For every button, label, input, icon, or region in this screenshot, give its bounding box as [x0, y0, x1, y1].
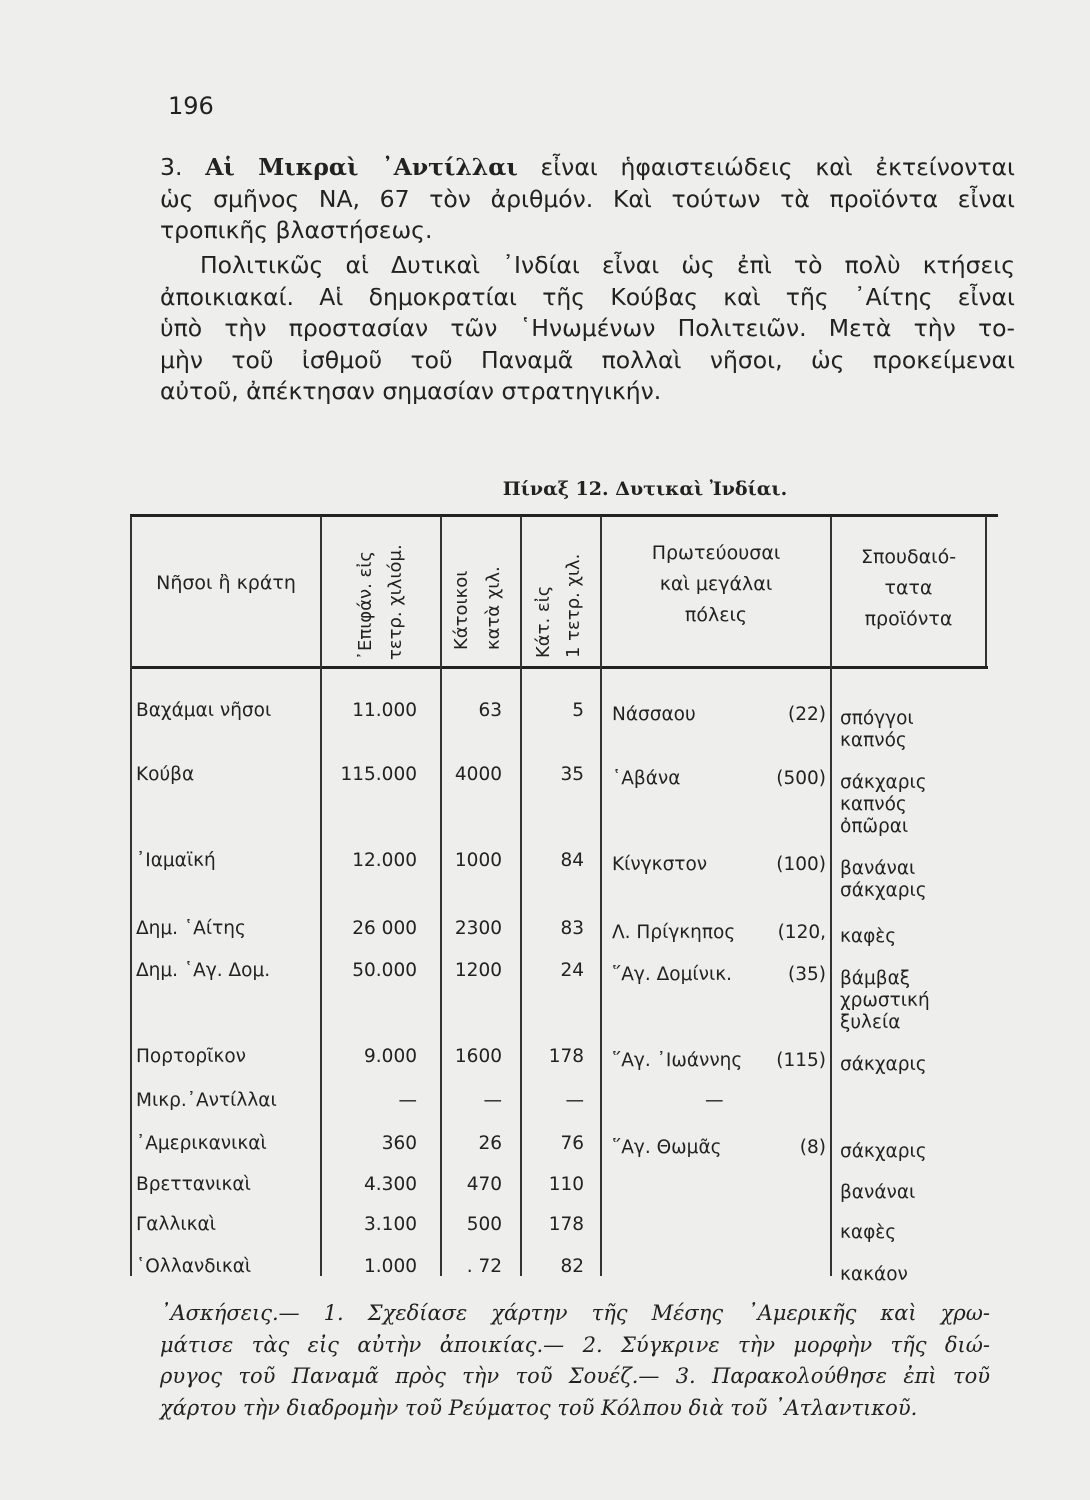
bold-term: Αἱ Μικραὶ ᾿Αντίλλαι: [205, 153, 518, 181]
cell-area: 11.000: [352, 700, 417, 721]
cell-area: 12.000: [352, 850, 417, 871]
cell-name: ᾿Αμερικανικαὶ: [136, 1133, 267, 1154]
header-line: καὶ μεγάλαι: [659, 573, 773, 595]
column-divider: [985, 516, 987, 666]
cell-area: 360: [381, 1133, 417, 1154]
cell-city-population: (120,: [777, 922, 826, 943]
paragraph-line: ὑπὸ τὴν προστασίαν τῶν ῾Ηνωμένων Πολιτειῶν. Μετὰ τὴν το-: [160, 314, 1015, 342]
cell-density: 178: [548, 1046, 584, 1067]
section-number: 3.: [160, 153, 183, 181]
cell-population: 2300: [454, 918, 502, 939]
cell-city: ῾Αβάνα: [612, 768, 681, 789]
exercise-line: ᾿Ασκήσεις.— 1. Σχεδίασε χάρτην τῆς Μέσης ᾿Αμερικῆς καὶ χρω-: [160, 1301, 990, 1325]
cell-population: —: [483, 1090, 502, 1111]
cell-name: Δημ. ῾Αίτης: [136, 918, 246, 939]
cell-area: 9.000: [364, 1046, 417, 1067]
cell-product: σάκχαρις: [840, 880, 927, 901]
header-capitals: [602, 538, 830, 631]
cell-product: καφὲς: [840, 926, 897, 947]
cell-name: Δημ. ῾Αγ. Δομ.: [136, 960, 271, 981]
cell-city: ῞Αγ. Δομίνικ.: [612, 964, 732, 985]
cell-product: κακάον: [840, 1264, 908, 1285]
cell-product: σάκχαρις: [840, 1141, 927, 1162]
paragraph-line: τροπικῆς βλαστήσεως.: [160, 216, 433, 244]
cell-city-population: (500): [776, 768, 826, 789]
header-population-line: κατὰ χιλ.: [483, 566, 504, 650]
cell-product: βανάναι: [840, 1182, 916, 1203]
cell-name: Βρεττανικαὶ: [136, 1174, 251, 1195]
exercise-line: χάρτου τὴν διαδρομὴν τοῦ Ρεύματος τοῦ Κόλπου διὰ τοῦ ᾿Ατλαντικοῦ.: [160, 1395, 918, 1420]
cell-area: 3.100: [364, 1214, 417, 1235]
exercise-line: μάτισε τὰς εἰς αὐτὴν ἀποικίας.— 2. Σύγκρινε τὴν μορφὴν τῆς διώ-: [160, 1332, 990, 1357]
cell-name: Βαχάμαι νῆσοι: [136, 700, 272, 721]
header-density-line: 1 τετρ. χιλ.: [563, 553, 584, 658]
cell-population: 63: [478, 700, 502, 721]
cell-area: 4.300: [364, 1174, 417, 1195]
cell-area: 115.000: [340, 764, 417, 785]
cell-product: χρωστική: [840, 990, 930, 1011]
cell-density: 76: [560, 1133, 584, 1154]
paragraph-line: [160, 152, 1015, 184]
paragraph-line: ὡς σμῆνος ΝΑ, 67 τὸν ἀριθμόν. Καὶ τούτων τὰ προϊόντα εἶναι: [160, 184, 1015, 213]
cell-name: ῾Ολλανδικαὶ: [136, 1256, 252, 1277]
cell-name: Κούβα: [136, 764, 195, 785]
cell-population: 500: [466, 1214, 502, 1235]
cell-product: ὀπῶραι: [840, 816, 909, 837]
cell-population: . 72: [466, 1256, 502, 1277]
cell-density: 110: [548, 1174, 584, 1195]
exercises: [160, 1298, 990, 1424]
table-header-rule: [130, 666, 988, 669]
header-population-line: Κάτοικοι: [451, 570, 472, 650]
table-top-rule: [130, 514, 998, 517]
header-line: πόλεις: [684, 604, 748, 626]
column-divider: [320, 516, 322, 1276]
exercise-line: ρυγος τοῦ Παναμᾶ πρὸς τὴν τοῦ Σουέζ.— 3. Παρακολούθησε ἐπὶ τοῦ: [160, 1364, 990, 1388]
header-area-line: τετρ. χιλιόμ.: [385, 544, 406, 660]
column-divider: [520, 516, 522, 1276]
cell-population: 1200: [454, 960, 502, 981]
cell-product: σάκχαρις: [840, 1054, 927, 1075]
paragraph-line: ἀποικιακαί. Αἱ δημοκρατίαι τῆς Κούβας καὶ τῆς ᾿Αίτης εἶναι: [160, 282, 1015, 311]
cell-area: 50.000: [352, 960, 417, 981]
cell-product: καφὲς: [840, 1222, 897, 1243]
cell-city-population: (35): [788, 964, 826, 985]
cell-city: ῞Αγ. Θωμᾶς: [612, 1137, 722, 1158]
cell-city: Νάσσαου: [612, 704, 696, 725]
header-line: Πρωτεύουσαι: [651, 542, 781, 564]
column-divider: [130, 516, 132, 1276]
paragraph-line: Πολιτικῶς αἱ Δυτικαὶ ᾿Ινδίαι εἶναι ὡς ἐπὶ τὸ πολὺ κτήσεις: [200, 251, 1015, 279]
cell-name: Μικρ.᾿Αντίλλαι: [136, 1090, 277, 1111]
cell-product: σάκχαρις: [840, 772, 927, 793]
cell-density: —: [565, 1090, 584, 1111]
header-name: Νῆσοι ἢ κράτη: [156, 572, 296, 594]
cell-density: 24: [560, 960, 584, 981]
header-density-line: Κάτ. εἰς: [533, 585, 554, 658]
cell-area: 26 000: [352, 918, 417, 939]
cell-city: —: [705, 1090, 724, 1111]
header-line: προϊόντα: [864, 608, 953, 630]
page-number: 196: [168, 92, 214, 120]
cell-area: —: [398, 1090, 417, 1111]
cell-city: ῞Αγ. ᾿Ιωάννης: [612, 1050, 743, 1071]
cell-density: 82: [560, 1256, 584, 1277]
cell-city-population: (8): [799, 1137, 826, 1158]
header-line: Σπουδαιό-: [860, 546, 957, 568]
cell-product: σπόγγοι: [840, 708, 914, 729]
paragraph-politics: [160, 250, 1015, 408]
paragraph-line: μὴν τοῦ ἰσθμοῦ τοῦ Παναμᾶ πολλαὶ νῆσοι, ὡς προκείμεναι: [160, 345, 1015, 374]
cell-population: 26: [478, 1133, 502, 1154]
cell-density: 5: [572, 700, 584, 721]
cell-density: 84: [560, 850, 584, 871]
cell-density: 35: [560, 764, 584, 785]
cell-city-population: (100): [776, 854, 826, 875]
column-divider: [440, 516, 442, 1276]
header-products: [832, 542, 985, 635]
cell-name: ᾿Ιαμαϊκή: [136, 850, 216, 871]
cell-product: βάμβαξ: [840, 968, 911, 989]
cell-population: 1000: [454, 850, 502, 871]
header-line: τατα: [884, 577, 933, 599]
cell-city: Κίνγκστον: [612, 854, 708, 875]
cell-product: βανάναι: [840, 858, 916, 879]
cell-product: καπνός: [840, 794, 907, 815]
paragraph-lesser-antilles: [160, 152, 1015, 247]
cell-area: 1.000: [364, 1256, 417, 1277]
cell-population: 4000: [454, 764, 502, 785]
cell-name: Πορτορῖκον: [136, 1046, 246, 1067]
cell-city: Λ. Πρίγκηπος: [612, 922, 736, 943]
table-caption: Πίναξ 12. Δυτικαὶ Ἰνδίαι.: [502, 478, 788, 500]
cell-city-population: (115): [776, 1050, 826, 1071]
cell-city-population: (22): [788, 704, 826, 725]
header-area-line: ᾿Επιφάν. εἰς: [355, 551, 376, 660]
cell-density: 83: [560, 918, 584, 939]
line-text: εἶναι ἡφαιστειώδεις καὶ ἐκτείνονται: [540, 153, 1015, 181]
paragraph-line: αὐτοῦ, ἀπέκτησαν σημασίαν στρατηγικήν.: [160, 377, 662, 405]
cell-population: 1600: [454, 1046, 502, 1067]
cell-name: Γαλλικαὶ: [136, 1214, 217, 1235]
cell-product: ξυλεία: [840, 1012, 901, 1033]
cell-product: καπνός: [840, 730, 907, 751]
cell-density: 178: [548, 1214, 584, 1235]
cell-population: 470: [466, 1174, 502, 1195]
